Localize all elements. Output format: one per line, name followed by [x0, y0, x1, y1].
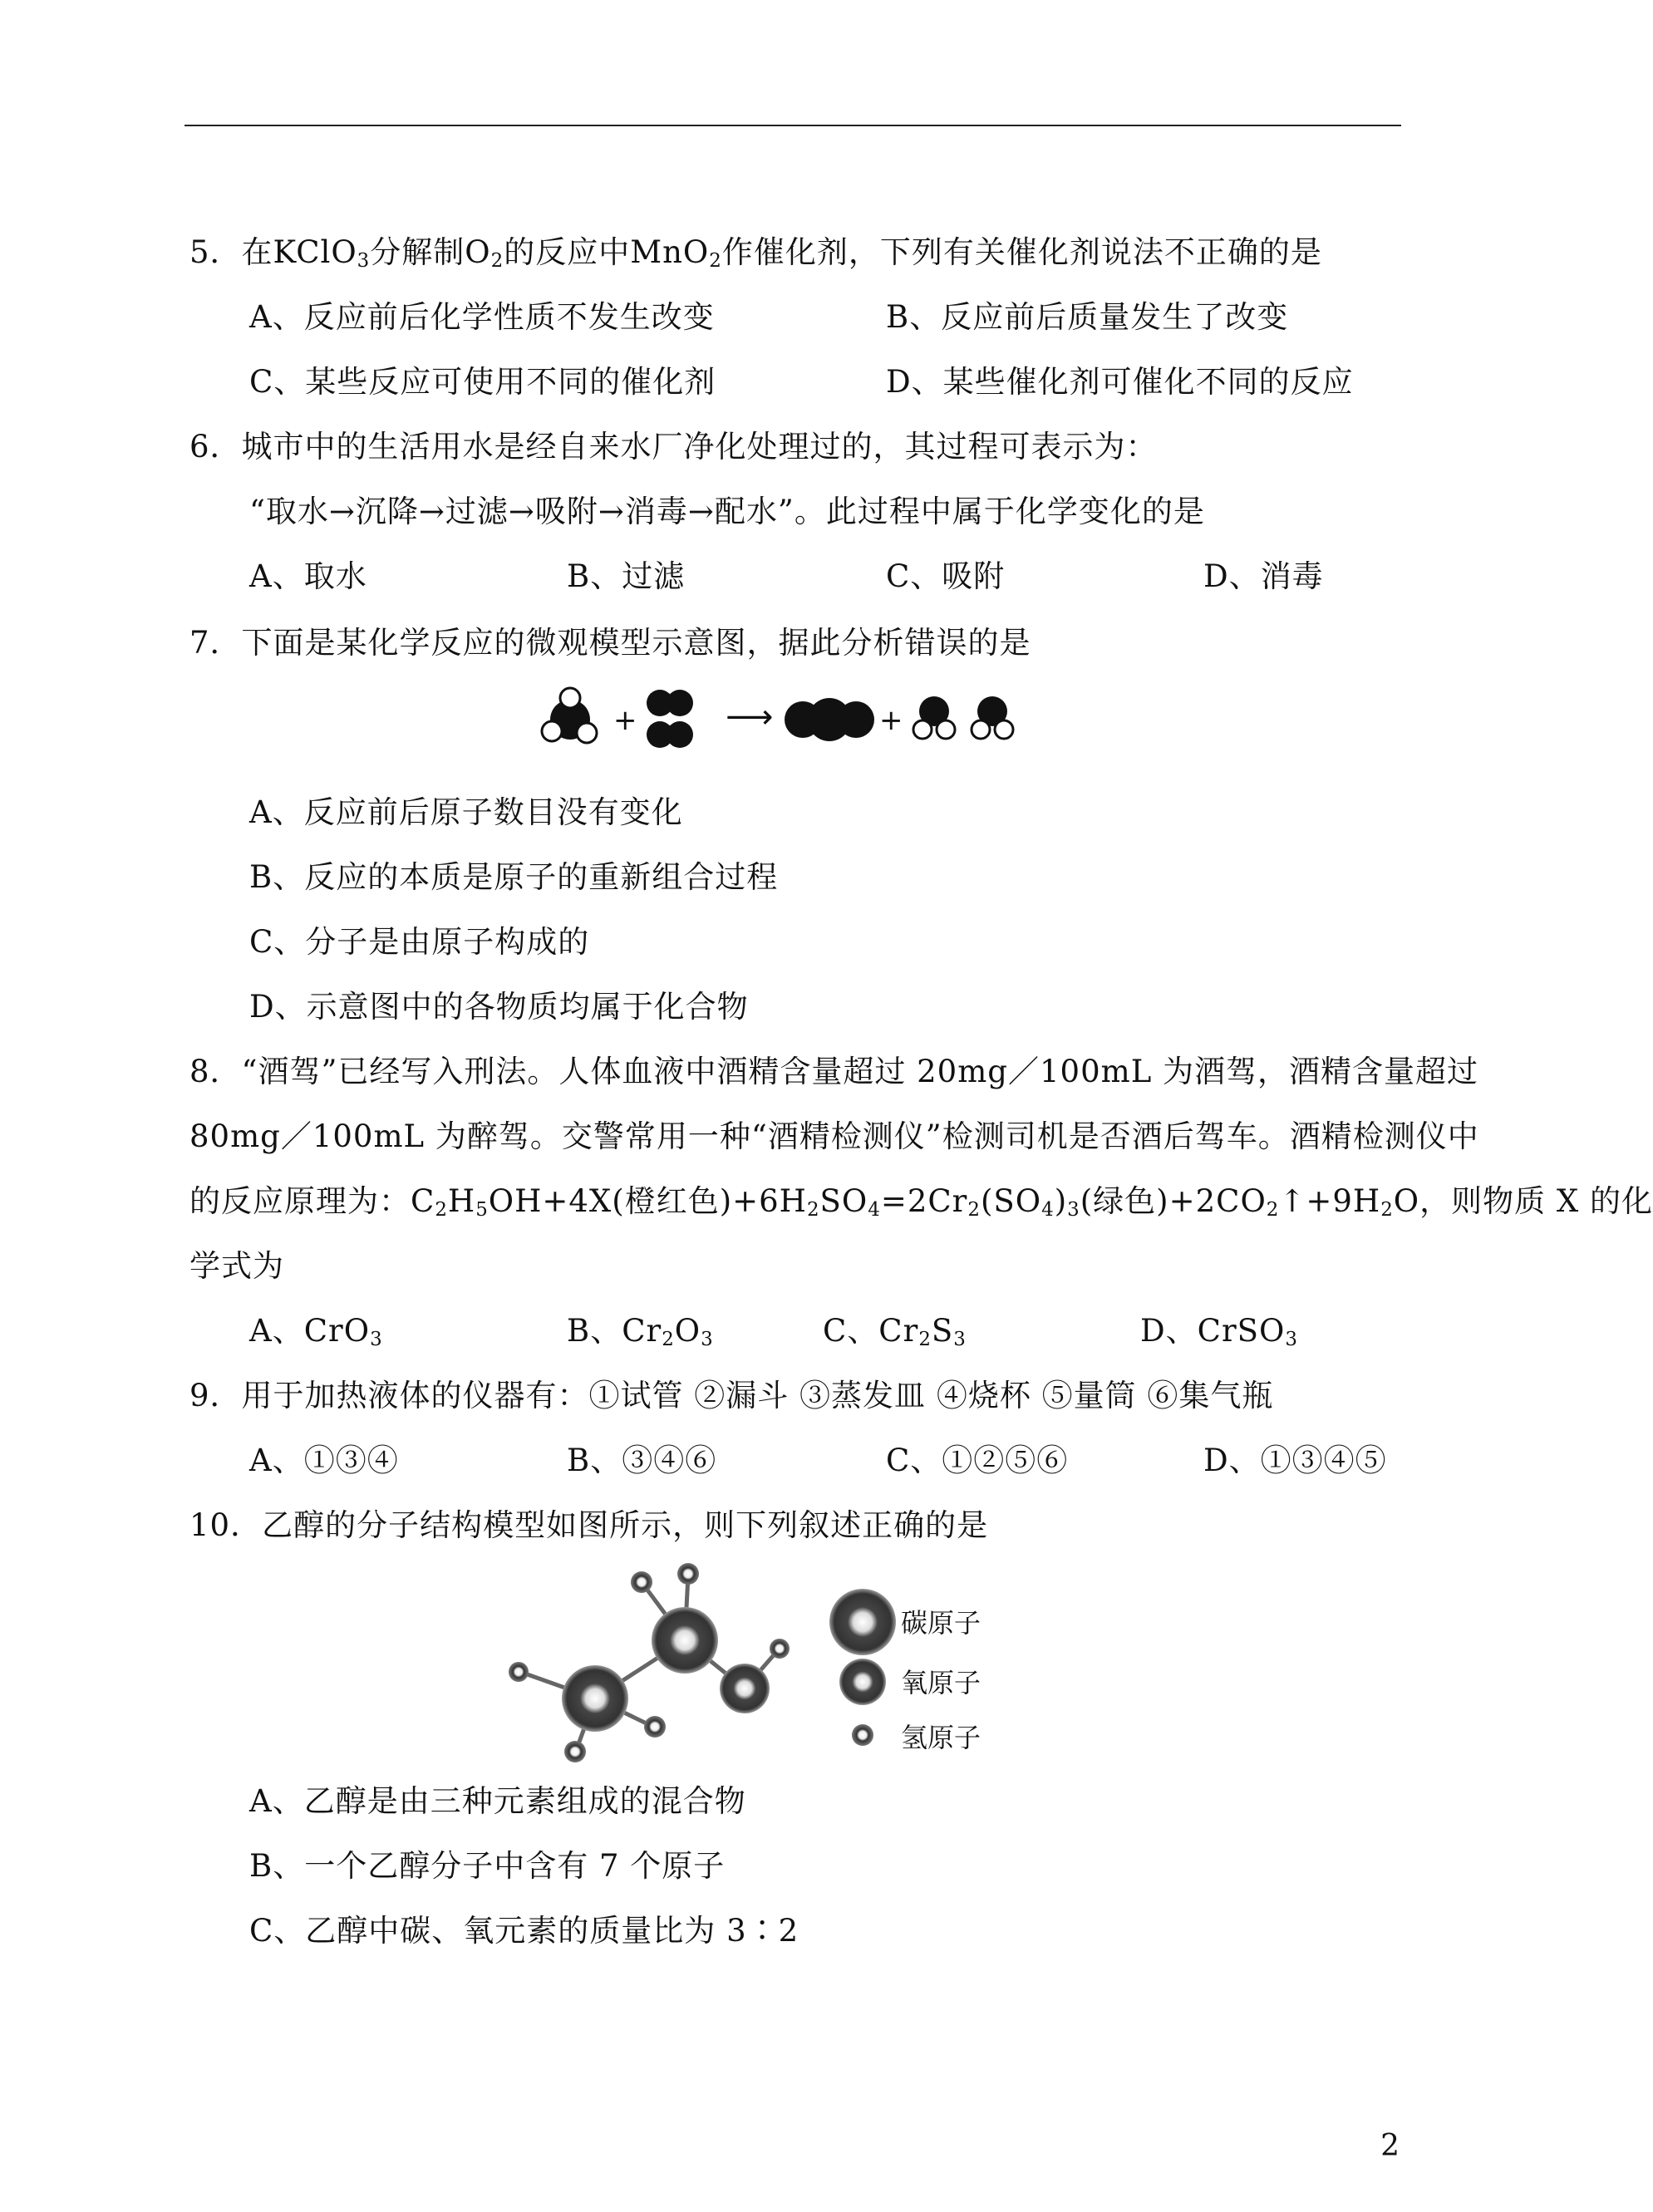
legend-hydrogen-symbol	[852, 1724, 873, 1746]
product-molecule-1	[785, 698, 874, 741]
legend-carbon-label: 碳原子	[901, 1607, 981, 1639]
q5-option-a: A、反应前后化学性质不发生改变	[249, 299, 715, 335]
q6-stem-process: “取水→沉降→过滤→吸附→消毒→配水”。此过程中属于化学变化的是	[249, 494, 1205, 529]
q7-option-c: C、分子是由原子构成的	[249, 924, 590, 960]
q8-option-a: A、CrO$_3$	[249, 1313, 383, 1351]
hydrogen-atom	[677, 1563, 699, 1585]
q7-option-d: D、示意图中的各物质均属于化合物	[249, 989, 749, 1025]
reactant-molecule-2	[647, 690, 693, 748]
plus-sign-1: +	[613, 704, 637, 737]
hydrogen-atom	[770, 1639, 790, 1659]
q7-reaction-diagram	[539, 675, 1027, 763]
q8-option-c: C、$Cr_2S_3$	[823, 1313, 967, 1351]
q7-option-b: B、反应的本质是原子的重新组合过程	[249, 859, 779, 895]
q8-option-d: D、CrSO$_3$	[1140, 1313, 1298, 1351]
legend-oxygen-label: 氧原子	[901, 1667, 981, 1698]
q6-option-c: C、吸附	[886, 558, 1006, 594]
hydrogen-atom	[509, 1662, 529, 1682]
q5-option-d: D、某些催化剂可催化不同的反应	[886, 364, 1354, 400]
q7-stem: 7．下面是某化学反应的微观模型示意图，据此分析错误的是	[189, 625, 1031, 661]
product-molecule-3	[972, 696, 1013, 739]
q10-option-a: A、乙醇是由三种元素组成的混合物	[249, 1783, 746, 1819]
q6-stem: 6．城市中的生活用水是经自来水厂净化处理过的，其过程可表示为：	[189, 429, 1158, 465]
q6-option-a: A、取水	[249, 558, 367, 594]
q9-option-d: D、①③④⑤	[1203, 1443, 1387, 1478]
q5-stem: 5．在KClO$_3$分解制$O_2$的反应中MnO$_2$作催化剂，下列有关催化剂说法不正确的是	[189, 234, 1322, 273]
q8-stem-line3: 的反应原理为：$C_2H_5OH+4X$(橙红色)$+6H_2SO_4=2Cr_2(SO_4)_3$(绿色)$+2CO_2↑+9H_2O$，则物质 X 的化	[189, 1183, 1653, 1222]
q5-option-c: C、某些反应可使用不同的催化剂	[249, 364, 716, 400]
legend-carbon-symbol	[829, 1589, 896, 1655]
q9-option-c: C、①②⑤⑥	[886, 1443, 1069, 1478]
q9-stem: 9．用于加热液体的仪器有：①试管 ②漏斗 ③蒸发皿 ④烧杯 ⑤量筒 ⑥集气瓶	[189, 1378, 1274, 1413]
q8-stem-line4: 学式为	[189, 1248, 284, 1284]
header-rule	[184, 125, 1401, 126]
hydrogen-atom	[631, 1571, 652, 1593]
q10-stem: 10．乙醇的分子结构模型如图所示，则下列叙述正确的是	[189, 1507, 989, 1543]
carbon-atom-2	[562, 1665, 628, 1732]
q8-option-b: B、$Cr_2O_3$	[567, 1313, 714, 1351]
plus-sign-2: +	[879, 704, 903, 737]
q10-option-b: B、一个乙醇分子中含有 7 个原子	[249, 1848, 726, 1884]
oxygen-atom	[720, 1664, 770, 1713]
q6-option-d: D、消毒	[1203, 558, 1324, 594]
product-molecule-2	[913, 696, 955, 739]
q10-option-c: C、乙醇中碳、氧元素的质量比为 3∶2	[249, 1913, 799, 1949]
q6-option-b: B、过滤	[567, 558, 686, 594]
q8-stem-line2: 80mg／100mL 为醉驾。交警常用一种“酒精检测仪”检测司机是否酒后驾车。酒精检测仪中	[189, 1118, 1479, 1154]
hydrogen-atom	[564, 1741, 586, 1762]
q7-option-a: A、反应前后原子数目没有变化	[249, 794, 683, 830]
reactant-molecule-1	[542, 688, 597, 743]
q8-stem-line1: 8．“酒驾”已经写入刑法。人体血液中酒精含量超过 20mg／100mL 为酒驾，酒精含量超过	[189, 1054, 1479, 1089]
q5-option-b: B、反应前后质量发生了改变	[886, 299, 1289, 335]
reaction-arrow: ⟶	[726, 698, 774, 736]
hydrogen-atom	[644, 1716, 666, 1738]
legend-hydrogen-label: 氢原子	[901, 1722, 981, 1753]
page-number: 2	[1380, 2129, 1400, 2163]
legend-oxygen-symbol	[839, 1659, 886, 1705]
q9-option-a: A、①③④	[249, 1443, 399, 1478]
carbon-atom-1	[652, 1607, 718, 1674]
q9-option-b: B、③④⑥	[567, 1443, 717, 1478]
ethanol-molecule-model	[495, 1556, 994, 1762]
